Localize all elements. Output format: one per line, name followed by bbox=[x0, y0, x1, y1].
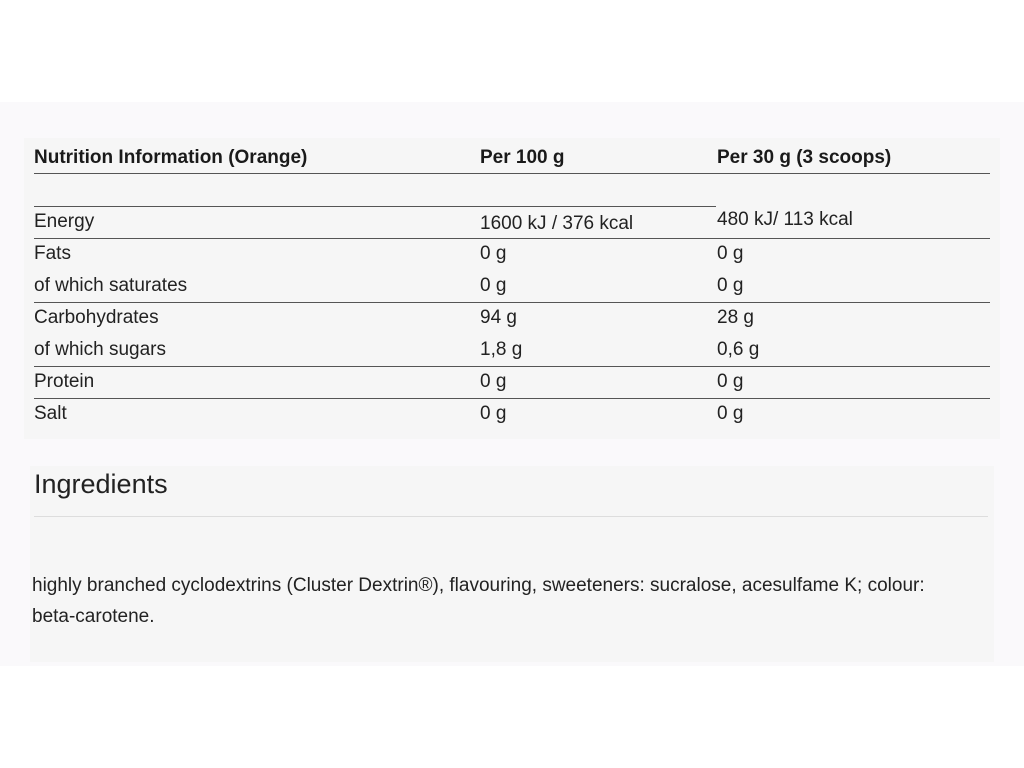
table-header-row bbox=[34, 142, 990, 174]
ingredients-text: highly branched cyclodextrins (Cluster Dextrin®), flavouring, sweeteners: sucralose, acesulfame K; colour: beta-carotene. bbox=[32, 575, 925, 627]
row-value-per-30g: 28 g bbox=[717, 307, 754, 328]
table-row bbox=[34, 206, 990, 238]
row-label: Fats bbox=[34, 243, 71, 264]
row-label: Protein bbox=[34, 371, 95, 392]
ingredients-divider bbox=[34, 516, 988, 517]
row-label: Carbohydrates bbox=[34, 307, 159, 328]
table-row bbox=[34, 302, 990, 334]
header-per-100g: Per 100 g bbox=[480, 147, 565, 168]
row-label: Energy bbox=[34, 211, 95, 232]
header-per-30g: Per 30 g (3 scoops) bbox=[717, 147, 892, 168]
row-value-per-30g: 480 kJ/ 113 kcal bbox=[717, 209, 853, 230]
row-label: of which saturates bbox=[34, 275, 188, 296]
row-label: of which sugars bbox=[34, 339, 167, 360]
table-row bbox=[34, 398, 990, 430]
table-row bbox=[34, 334, 990, 366]
header-nutrition-information: Nutrition Information (Orange) bbox=[34, 147, 308, 168]
row-value-per-100g: 0 g bbox=[480, 371, 507, 392]
table-row bbox=[34, 270, 990, 302]
row-value-per-100g: 94 g bbox=[480, 307, 517, 328]
row-value-per-30g: 0,6 g bbox=[717, 339, 760, 360]
row-value-per-100g: 0 g bbox=[480, 403, 507, 424]
row-value-per-100g: 1,8 g bbox=[480, 339, 523, 360]
row-value-per-100g: 0 g bbox=[480, 243, 507, 264]
row-label: Salt bbox=[34, 403, 67, 424]
row-value-per-30g: 0 g bbox=[717, 371, 744, 392]
table-row bbox=[34, 366, 990, 398]
row-value-per-100g: 0 g bbox=[480, 275, 507, 296]
nutrition-table bbox=[34, 142, 990, 430]
spacer-row bbox=[34, 174, 990, 206]
row-value-per-30g: 0 g bbox=[717, 275, 744, 296]
table-row bbox=[34, 238, 990, 270]
row-value-per-100g: 1600 kJ / 376 kcal bbox=[480, 213, 634, 234]
row-value-per-30g: 0 g bbox=[717, 243, 744, 264]
ingredients-title: Ingredients bbox=[34, 469, 168, 499]
ingredients-panel bbox=[30, 466, 994, 662]
header-divider bbox=[34, 173, 990, 174]
row-value-per-30g: 0 g bbox=[717, 403, 744, 424]
